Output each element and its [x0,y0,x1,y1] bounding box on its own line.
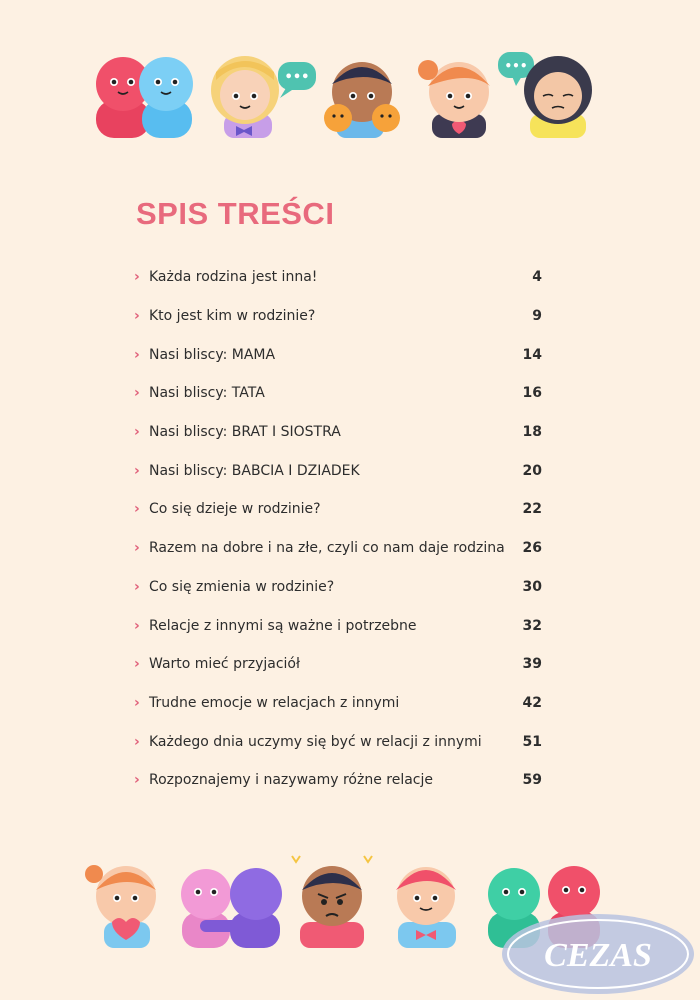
toc-entry[interactable] [134,258,542,297]
chevron-right-icon: › [134,269,140,286]
chevron-right-icon: › [134,694,140,711]
watermark-text: CEZAS [544,937,652,974]
toc-entry-label: Każdego dnia uczymy się być w relacji z innymi [149,733,482,750]
toc-entry[interactable] [134,568,542,607]
toc-entry-page: 22 [522,501,542,518]
toc-entry-page: 20 [522,462,542,479]
watermark-stamp [500,912,696,996]
pink-blob-character [96,57,150,138]
toc-entry-label: Co się zmienia w rodzinie? [149,578,335,595]
toc-entry-label: Warto mieć przyjaciół [149,656,300,673]
toc-entry-page: 51 [522,733,542,750]
redhead-kid-character [418,60,490,138]
svg-text:•••: ••• [504,59,528,73]
toc-entry-page: 59 [522,772,542,789]
toc-entry-page: 16 [522,385,542,402]
toc-entry-label: Kto jest kim w rodzinie? [149,308,316,325]
toc-entry-label: Razem na dobre i na złe, czyli co nam daje rodzina [149,540,505,557]
kid-with-heart-character [85,865,156,948]
toc-entry-page: 32 [522,617,542,634]
toc-entry[interactable] [134,684,542,723]
toc-entry-page: 14 [522,346,542,363]
chevron-right-icon: › [134,385,140,402]
toc-entry[interactable] [134,761,542,800]
table-of-contents [134,258,542,800]
page-title: SPIS TREŚCI [136,196,335,231]
chevron-right-icon: › [134,462,140,479]
toc-entry[interactable] [134,606,542,645]
tired-girl-character [524,56,592,138]
blonde-girl-character [211,56,279,138]
chevron-right-icon: › [134,578,140,595]
toc-entry-page: 9 [532,308,542,325]
chevron-right-icon: › [134,656,140,673]
toc-entry-label: Rozpoznajemy i nazywamy różne relacje [149,772,433,789]
toc-entry[interactable] [134,529,542,568]
svg-text:•••: ••• [284,70,310,85]
chevron-right-icon: › [134,733,140,750]
toc-entry-page: 26 [522,540,542,557]
toc-entry[interactable] [134,297,542,336]
blue-blob-character [139,57,193,138]
toc-entry-label: Nasi bliscy: BRAT I SIOSTRA [149,424,341,441]
toc-entry[interactable] [134,451,542,490]
toc-entry-page: 30 [522,578,542,595]
angry-boy-character [292,856,372,948]
toc-entry-label: Każda rodzina jest inna! [149,269,318,286]
toc-entry[interactable] [134,413,542,452]
toc-entry-page: 39 [522,656,542,673]
chevron-right-icon: › [134,424,140,441]
toc-entry-label: Nasi bliscy: BABCIA I DZIADEK [149,462,360,479]
speech-bubble-icon [278,62,316,98]
toc-entry[interactable] [134,645,542,684]
toc-entry-label: Relacje z innymi są ważne i potrzebne [149,617,417,634]
toc-entry-label: Nasi bliscy: MAMA [149,346,276,363]
toc-entry-label: Trudne emocje w relacjach z innymi [149,694,400,711]
toc-entry-page: 42 [522,694,542,711]
chevron-right-icon: › [134,308,140,325]
toc-entry[interactable] [134,722,542,761]
toc-entry-label: Nasi bliscy: TATA [149,385,265,402]
toc-entry-page: 18 [522,424,542,441]
toc-entry[interactable] [134,490,542,529]
toc-entry-label: Co się dzieje w rodzinie? [149,501,321,518]
boy-with-balls-character [324,62,400,138]
toc-entry-page: 4 [532,269,542,286]
pink-hugging-character [181,869,231,948]
chevron-right-icon: › [134,346,140,363]
top-illustrations [0,40,700,150]
chevron-right-icon: › [134,772,140,789]
toc-entry[interactable] [134,374,542,413]
chevron-right-icon: › [134,617,140,634]
toc-entry[interactable] [134,335,542,374]
red-haired-boy-character [396,867,456,948]
chevron-right-icon: › [134,501,140,518]
chevron-right-icon: › [134,540,140,557]
